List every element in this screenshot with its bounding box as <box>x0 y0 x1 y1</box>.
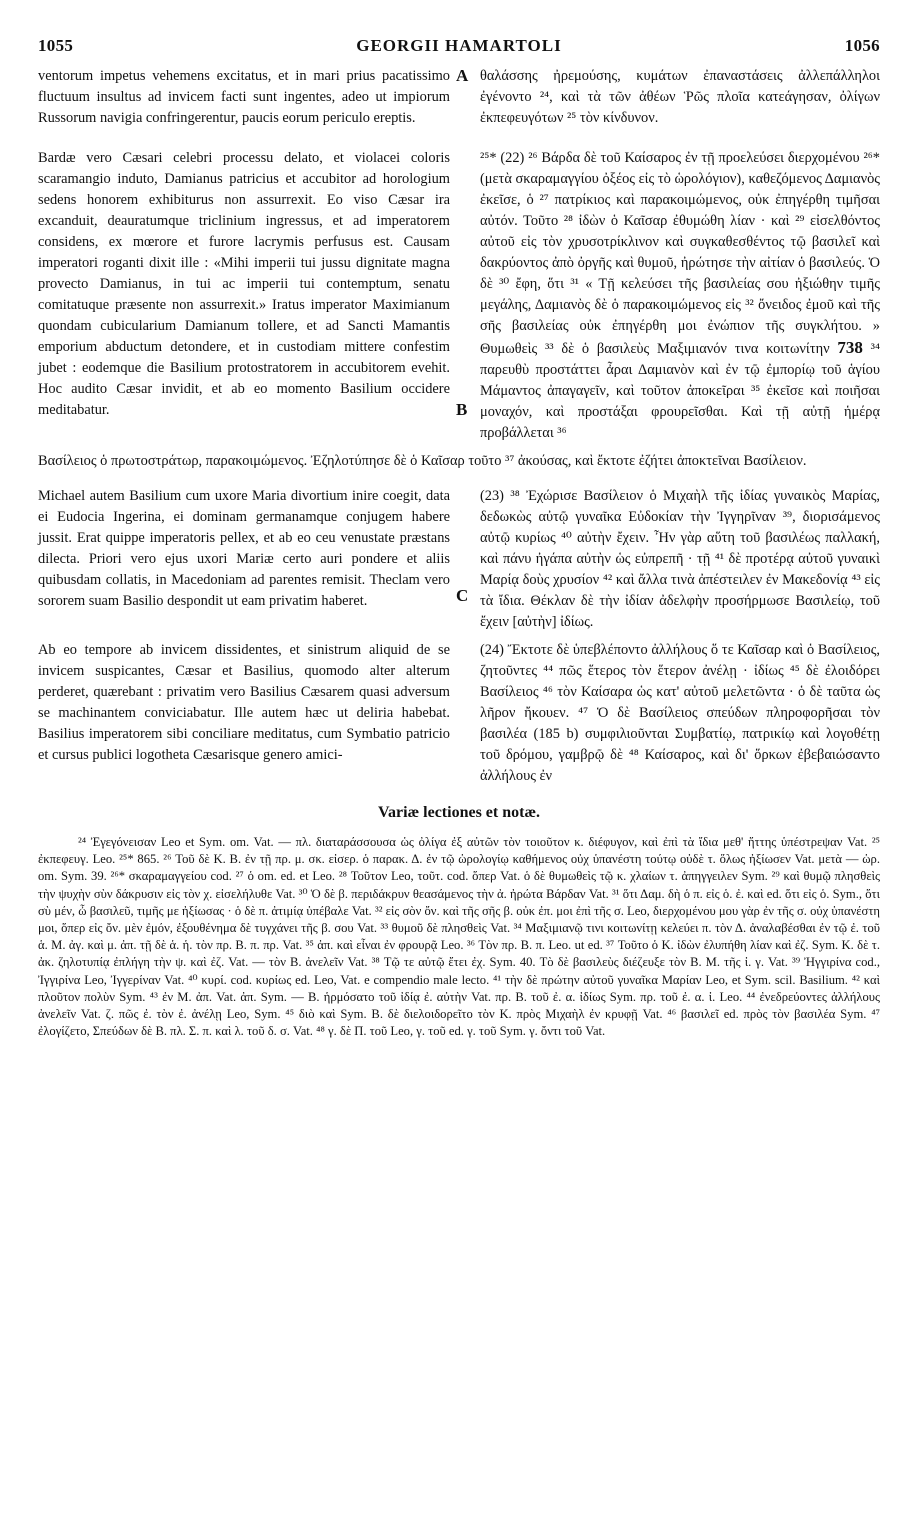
notes-heading: Variæ lectiones et notæ. <box>377 804 541 821</box>
greek-text-part-2: ³⁴ παρευθὺ προστάττει ἆραι Δαμιανὸν καὶ ἐν τῷ ἐμπορίῳ τοῦ ἁγίου Μάμαντος ἀπαγαγεῖν, καὶ τοῦτον ἀποκεῖραι ³⁵ ἐκεῖσε καὶ ποιῆσαι μοναχόν, καὶ προστάξαι φρουρεῖσθαι. Καὶ τῇ αὐτῇ ἡμέρᾳ προβάλλεται ³⁶ <box>480 341 880 441</box>
running-header <box>38 36 880 56</box>
latin-column <box>38 66 464 136</box>
greek-column <box>464 486 880 640</box>
section-marker-a: A <box>456 66 469 85</box>
greek-text-part-1: ²⁵* (22) ²⁶ Βάρδα δὲ τοῦ Καίσαρος ἐν τῇ προελεύσει διερχομένου ²⁶* (μετὰ σκαραμαγγίου ὀξέος εἰς τὸ ὡρολόγιον), καθεζόμενος Δαμιανὸς ἐκεῖσε, ὁ ²⁷ πατρίκιος καὶ παρακοιμώμενος, οὐκ ἐπηγέρθη τιμῆσαι αὐτόν. Τοῦτο ²⁸ ἰδὼν ὁ Καῖσαρ ἐθυμώθη λίαν · καὶ ²⁹ εἰσελθόντος αὐτοῦ εἰς τὸν χρυσοτρίκλινον καὶ συγκαθεσθέντος τῷ βασιλεῖ καὶ δακρύοντος ἀπὸ ὀργῆς καὶ θυμοῦ, ἠρώτησε τὴν αἰτίαν ὁ βασιλεύς. Ὁ δὲ ³⁰ ἔφη, ὅτι ³¹ « Τῇ κελεύσει τῆς βασιλείας σου ἠξιώθην τιμῆς μεγάλης, Δαμιανὸς δὲ ὁ παρακοιμώμενος εἰς ³² ὄνειδος ἐμοῦ καὶ τῆς σῆς βασιλείας οὐκ ἐπηγέρθη μοι ἐνώπιον τῆς συγκλήτου. » Θυμωθεὶς ³³ δὲ ὁ βασιλεὺς Μαξιμιανόν τινα κοιτωνίτην <box>480 150 880 357</box>
greek-paragraph: (23) ³⁸ Ἐχώρισε Βασίλειον ὁ Μιχαὴλ τῆς ἰδίας γυναικὸς Μαρίας, δεδωκὼς αὐτῷ γυναῖκα Εὐδοκίαν τὴν Ἰγγηρῖναν ³⁹, διορισάμενος αὐτῷ κυρίως ⁴⁰ αὐτὴν ἔχειν. Ἦν γὰρ αὕτη τοῦ βασιλέως παλλακή, καὶ πάνυ ἠγάπα αὐτὴν ὡς εὐπρεπῆ · τῇ ⁴¹ δὲ προτέρᾳ αὐτοῦ γυναικὶ Μαρίᾳ δοὺς χρυσίον ⁴² καὶ ἄλλα τινὰ ἀπέστειλεν ἐν Μακεδονίᾳ ⁴³ εἰς τὰ ἴδια. Θέκλαν δὲ τὴν ἰδίαν ἀδελφὴν προσήρμωσε Βασιλείῳ, τοῦ ἔχειν [αὐτὴν] ἰδίως. <box>480 488 880 630</box>
greek-paragraph <box>480 148 880 444</box>
right-page-number: 1056 <box>844 36 880 55</box>
section-marker-b: B <box>456 400 468 419</box>
block-3 <box>38 486 880 640</box>
latin-paragraph: Ab eo tempore ab invicem dissidentes, et sinistrum aliquid de se invicem suspicantes, Cæsar et Basilius, quomodo alter alterum perderet, quærebant : privatim vero Basilius Cæsarem quasi adversum se machinantem conviciabatur. Ille autem hæc ut deliria habebat. Basilius imperatorem sibi conciliare meditatus, cum Symbatio patricio et cursus publici logotheta Cæsarisque genero amici- <box>38 642 450 763</box>
page-reference-number: 738 <box>837 338 863 357</box>
greek-column <box>464 640 880 794</box>
notes-text: ²⁴ Ἐγεγόνεισαν Leo et Sym. om. Vat. — πλ. διαταράσσουσα ὡς ὀλίγα ἐξ αὐτῶν τὸν τοιοῦτον κ. διέφυγον, καὶ ἐπὶ τὰ ἴδια μεθ' ἥττης ὑπέστρεψαν Vat. ²⁵ ἐκπεφευγ. Leo. ²⁵* 865. ²⁶ Τοῦ δὲ Κ. Β. ἐν τῇ πρ. μ. σκ. εἰσερ. ὁ παρακ. Δ. ἐν τῷ ὡρολογίῳ καθήμενος οὐχ ὑπανέστη τούτῳ οὐδὲ τ. ὅλως ἠξίωσεν Vat. μετὰ — ὡρ. om. Sym. 39. ²⁶* σκαραμαγγείου cod. ²⁷ ὁ om. ed. et Leo. ²⁸ Τοῦτον Leo, τοῦτ. cod. ὅπερ Vat. ὁ δὲ θυμωθεὶς τῷ κ. χλαίων τ. ἀπηγγειλεν Sym. ²⁹ καὶ θυμῷ πλησθεὶς τὴν ψυχὴν σὺν δάκρυσιν εἰς τὸν χ. εἰσελήλυθε Vat. ³⁰ Ὁ δὲ β. περιδάκρυν θεασάμενος τὴν ἀ. ἠρώτα Βάρδαν Vat. ³¹ ὅτι Δαμ. δὴ ὁ π. εἰς ὁ. ἐ. καὶ ed. ὅτι εἰς ὁ. Sym., ὅτι σὺ μέν, ὦ βασιλεῦ, τιμῆς με ἠξίωσας · ὁ δὲ π. ἀτιμίᾳ ὑπέβαλε Vat. ³² εἰς σὸν ὄν. καὶ τῆς σῆς β. οὐκ ἐπ. μοι ἐπὶ τῆς σ. Leo, διερχομένου μου γὰρ ἐν τῆς σ. οὐχ ὑπανέστη μοι, ὅπερ εἰς ὄν. μὲν ἐμόν, ἐξουθένημα δὲ τυγχάνει τῆς β. σου Vat. ³³ θυμοῦ δὲ πλησθεὶς Vat. ³⁴ Μαξιμιανῷ τινι κοιτωνίτῃ κελεύει π. τὸν Δ. ἀναλαβέσθαι ἐν τῷ ἐ. τοῦ ἁ. Μ. ἀγ. καὶ μ. ἀπ. τῇ δὲ ἁ. ἡ. τὸν πρ. Β. π. πρ. Vat. ³⁵ ἀπ. καὶ εἶναι ἐν φρουρᾷ Leo. ³⁶ Τὸν πρ. Β. π. Leo. ut ed. ³⁷ Τοῦτο ὁ Κ. ἰδὼν ἐλυπήθη λίαν καὶ ἐζ. Sym. Κ. δὲ τ. ἀκ. ζηλοτυπίᾳ ἐπλήγη τὴν ψ. καὶ ἐζ. Vat. — τὸν Β. ἀνελεῖν Vat. ³⁸ Τῷ τε αὐτῷ ἔτει ἐχ. Sym. 40. Τὸ δὲ βασιλεὺς διέζευξε τὸν Β. Μ. τῆς ἰ. γ. Vat. ³⁹ Ἠγγιρίνα cod., Ἰγγιρίνα Leo, Ἰγγερίναν Vat. ⁴⁰ κυρί. cod. κυρίως ed. Leo, Vat. e compendio male lecto. ⁴¹ τὴν δὲ πρώτην αὐτοῦ γυναῖκα Μαρίαν Leo, et Sym. scil. Basilium. ⁴² καὶ πλοῦτον πολὺν Sym. ⁴³ ἐν Μ. ἀπ. Vat. ἀπ. Sym. — Β. ἡρμόσατο τοῦ ἰδίᾳ ἐ. αὐτὴν Vat. πρ. Β. τοῦ ἐ. α. ἰδίως Sym. πρ. τοῦ ἐ. α. ἰ. Leo. ⁴⁴ ἐνεδρεύοντες ἀλλήλους ἀνελεῖν Vat. ζ. πῶς ἐ. τὸν ἐ. ἀνέλῃ Leo, Sym. ⁴⁵ διὸ καὶ Sym. Β. δὲ διελοιδορεῖτο τὸν Κ. πρὸς Μιχαὴλ ἐν κρυφῇ Vat. ⁴⁶ βασιλεῖ ed. πρὸς τὸν βασιλέα Sym. ⁴⁷ ἐλογίζετο, Σπεύδων δὲ Β. πλ. Σ. π. καὶ λ. τοῦ δ. σ. Vat. ⁴⁸ γ. δὲ Π. τοῦ Leo, γ. τοῦ ed. γ. τοῦ Sym. γ. ὄντι τοῦ Vat. <box>38 835 880 1039</box>
block-4 <box>38 640 880 794</box>
section-marker-c: C <box>456 586 469 605</box>
spanning-greek-line: Βασίλειος ὁ πρωτοστράτωρ, παρακοιμώμενος. Ἐζηλοτύπησε δὲ ὁ Καῖσαρ τοῦτο ³⁷ ἀκούσας, καὶ ἔκτοτε ἐζήτει ἀποκτεῖναι Βασίλειον. <box>38 453 807 469</box>
running-title: GEORGII HAMARTOLI <box>356 36 562 55</box>
critical-apparatus <box>38 834 880 1040</box>
page <box>38 36 880 1040</box>
latin-paragraph: Bardæ vero Cæsari celebri processu delato, et violacei coloris scaramangio induto, Damianus patricius et accubitor ad horologium sedens honorem exhibiturus non assurrexit. Eo viso Cæsar ira excanduit, deauratumque triclinium ingressus, et ad imperatorem considens, ex mœrore et furore lacrymis perfusus est. Causam imperatori roganti dixit ille : «Mihi imperii tui jussu dignitate magna provecto Damianus, in tui ac imperii tui contemptum, senatu comitatuque præsente non assurrexit.» Iratus imperator Maximianum quondam cubicularium Damianum tollere, et ad Sancti Mamantis emporium abductum detondere, et in custodiam mittere confestim jubet : eodemque die Basilium protostratorem in accubitorem evehit. Hoc audito Cæsar invidit, et ab eo momento Basilium occidere meditabatur. <box>38 150 450 418</box>
latin-paragraph: ventorum impetus vehemens excitatus, et in mari prius pacatissimo fluctuum insultus ad invicem facti sunt ingentes, adeo ut impiorum Russorum navigia confringerentur, paucis eorum periculo ereptis. <box>38 68 450 126</box>
latin-column <box>38 148 464 451</box>
latin-paragraph: Michael autem Basilium cum uxore Maria divortium inire coegit, data ei Eudocia Ingerina, ei dominam germanamque conjugem habere jussit. Erat quippe imperatoris pellex, et ab eo ceu venustate præstans dilecta. Priori vero ejus uxori Mariæ certo auri pondere et aliis quibusdam collatis, in Macedoniam ad parentes remisit. Theclam vero sororem suam Basilio despondit ut eam privatim haberet. <box>38 488 450 609</box>
greek-column <box>464 148 880 451</box>
block-1 <box>38 66 880 136</box>
block-2 <box>38 148 880 451</box>
greek-paragraph: θαλάσσης ἠρεμούσης, κυμάτων ἐπαναστάσεις ἀλλεπάλληλοι ἐγένοντο ²⁴, καὶ τὰ τῶν ἀθέων Ῥῶς πλοῖα κατεάγησαν, ὀλίγων ἐκπεφευγότων ²⁵ τὸν κίνδυνον. <box>480 68 880 126</box>
latin-column <box>38 640 464 794</box>
left-page-number: 1055 <box>38 36 74 55</box>
latin-column <box>38 486 464 640</box>
greek-column <box>464 66 880 136</box>
greek-paragraph: (24) Ἔκτοτε δὲ ὑπεβλέποντο ἀλλήλους ὅ τε Καῖσαρ καὶ ὁ Βασίλειος, ζητοῦντες ⁴⁴ πῶς ἕτερος τὸν ἕτερον ἀνέλῃ · ἰδίως ⁴⁵ δὲ ἐλοιδόρει Βασίλειος ⁴⁶ τὸν Καίσαρα ὡς κατ' αὐτοῦ μελετῶντα · ὁ δὲ ταῦτα ὡς λῆρον ἤκουεν. ⁴⁷ Ὁ δὲ Βασίλειος σπεύδων πληροφορῆσαι τὸν βασιλέα (185 b) συμφιλιοῦνται Συμβατίῳ, πατρικίῳ καὶ λογοθέτῃ τοῦ δρόμου, γαμβρῷ δὲ ⁴⁸ Καίσαρος, καὶ δι' ὅρκων ἐβεβαιώσαντο ἀλλήλους ἐν <box>480 642 880 784</box>
